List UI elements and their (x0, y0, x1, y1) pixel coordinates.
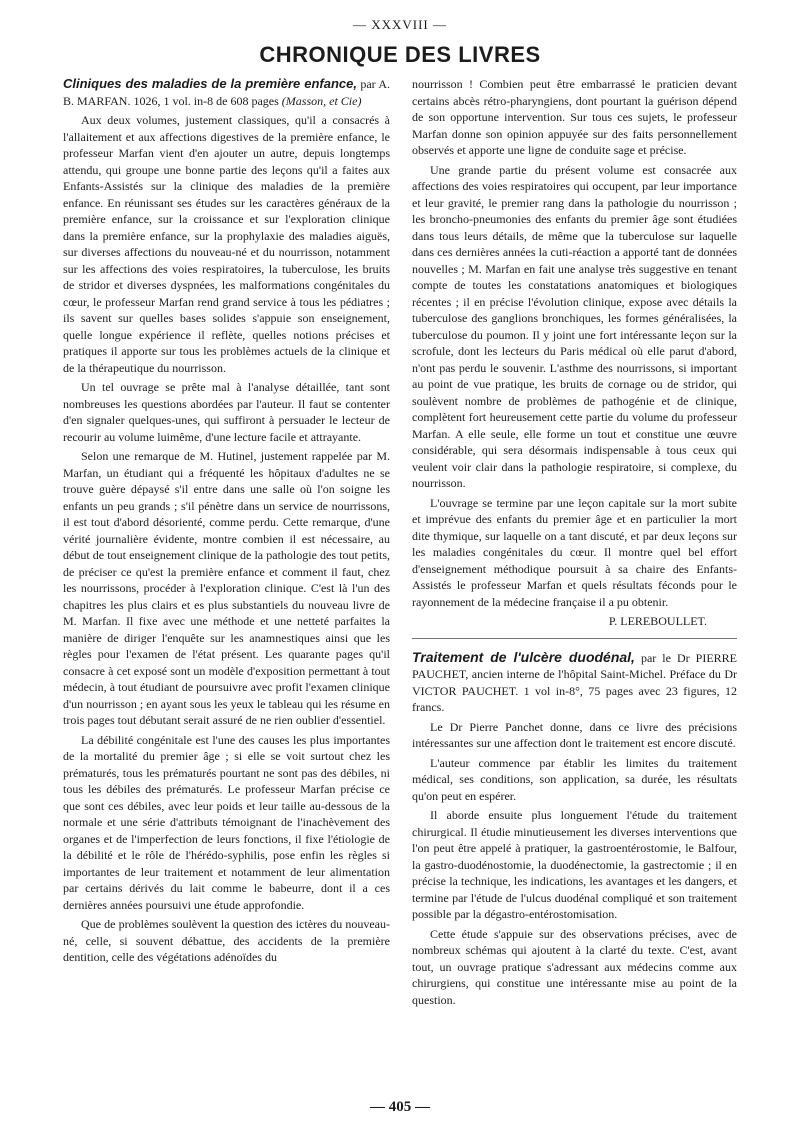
review2-heading (412, 649, 737, 716)
review2-paragraph: Le Dr Pierre Panchet donne, dans ce livre des précisions intéressantes sur une affection dont le traitement est encore discuté. (412, 719, 737, 750)
review1-paragraph: Un tel ouvrage se prête mal à l'analyse détaillée, tant sont nombreuses les questions abordées par l'auteur. Il faut se contenter d'en signaler quelques-unes, qui suffiront à persuader le lecteur de recourir au volume luimême, d'une lecture facile et attrayante. (63, 380, 390, 444)
review1-paragraph: nourrisson ! Combien peut être embarrassé le praticien devant certains abcès rétro-pharyngiens, dont pourtant la guérison dépend de son opportune intervention. Sur tous ces sujets, le professeur Marfan donne son opinion appuyée sur des faits personnellement observés et apporte une ligne de conduite sage et précise. (412, 77, 737, 157)
right-column (412, 76, 737, 1008)
page-number: — 405 — (370, 1099, 430, 1115)
review1-publisher: (Masson, et Cie) (281, 93, 362, 108)
section-title: CHRONIQUE DES LIVRES (259, 42, 541, 67)
left-column (63, 76, 390, 966)
review1-paragraph: Selon une remarque de M. Hutinel, justement rappelée par M. Marfan, un étudiant qui a fréquenté les hôpitaux d'adultes ne se trouve guère dépaysé s'il entre dans une salle où l'on soigne les enfants un peu grands ; s'il pénètre dans un service de nourrissons, il est tout d'abord désorienté, comme perdu. Cette remarque, d'une vérité journalière évidente, montre combien il est nécessaire, au début de tout enseignement clinique de la pathologie des tout petits, de préciser ce qu'est la première enfance et comment il faut, chez les nourrissons, procéder à l'exploration clinique. C'est là l'un des chapitres les plus clairs et es plus substantiels du nouveau livre de M. Marfan. Il fixe avec une méthode et une netteté parfaites la manière de diriger l'enquête sur les anamnestiques ainsi que les règles pour l'examen de l'état présent. Les quarante pages qu'il consacre à cet exposé sont un modèle d'exposition permettant à tout médecin, à tout étudiant de poursuivre avec profit l'examen clinique d'un nourrisson ; en ayant sous les yeux le tableau qui les résume en trois pages tout débutant serait assuré de ne rien oublier d'essentiel. (63, 449, 390, 727)
review2-paragraph: Cette étude s'appuie sur des observations précises, avec de nombreux schémas qui ajoutent à la clarté du texte. C'est, avant tout, un ouvrage pratique s'adressant aux médecins comme aux chirurgiens, qui constitue une intéressante mise au point de la question. (412, 926, 737, 1007)
review1-paragraph: L'ouvrage se termine par une leçon capitale sur la mort subite et imprévue des enfants du premier âge et en particulier la mort dite thymique, sur laquelle on a tant discuté, et par deux leçons sur les maladies congénitales du cœur. Il montre quel bel effort d'enseignement méthodique poursuit à sa chaire des Enfants-Assistés le professeur Marfan et quels résultats féconds pour le rayonnement de la médecine française il a pu obtenir. (412, 495, 737, 609)
review2-byline: par le Dr PIERRE PAUCHET, ancien interne de l'hôpital Saint-Michel. Préface du Dr VICTOR PAUCHET. 1 vol in-8°, 75 pages avec 23 figures, 12 francs. (412, 650, 737, 714)
review2-title: Traitement de l'ulcère duodénal, (412, 648, 635, 665)
review2-paragraph: L'auteur commence par établir les limites du traitement médical, ses conditions, son application, sa durée, les résultats qu'on peut en espérer. (412, 755, 737, 803)
review2-paragraph: Il aborde ensuite plus longuement l'étude du traitement chirurgical. Il étudie minutieusement les diverses interventions que l'on peut être appelé à pratiquer, la gastroentérostomie, le Balfour, la gastro-duodénostomie, la duodénectomie, la gastrectomie ; il en précise la technique, les indications, les avantages et les dangers, et termine par l'étude de l'ulcus duodénal compliqué et son traitement possible par la dégastro-entérostomisation. (412, 808, 737, 921)
review1-paragraph: Que de problèmes soulèvent la question des ictères du nouveau-né, celle, si souvent débattue, des accidents de la première dentition, celle des végétations adénoïdes du (63, 917, 390, 964)
review1-signature: P. LEREBOULLET. (608, 614, 707, 628)
review1-byline: par A. B. MARFAN. 1026, 1 vol. in-8 de 608 pages (63, 77, 391, 108)
review1-title: Cliniques des maladies de la première enfance, (63, 76, 357, 91)
review-divider (412, 638, 737, 639)
review1-paragraph: La débilité congénitale est l'une des causes les plus importantes de la mortalité du premier âge ; si elle se voit surtout chez les prématurés, tous les prématurés pourtant ne sont pas des débiles, ni tous les débiles des prématurés. Le professeur Marfan précise ce que sont ces débiles, avec leur poids et leur taille au-dessous de la normale et une série d'attributs témoignant de l'inachèvement des organes et de l'imperfection de leurs fonctions, il fixe l'étiologie de la débilité et le rôle de l'hérédo-syphilis, pose enfin les règles si importantes de leur traitement et notamment de leur alimentation par certains dérivés du lait comme le babeurre, dont il a ces dernières années poursuivi une étude approfondie. (63, 732, 390, 912)
review1-paragraph: Aux deux volumes, justement classiques, qu'il a consacrés à l'allaitement et aux affections digestives de la première enfance, le professeur Marfan vient d'en ajouter un autre, depuis longtemps attendu, qui groupe une bonne partie des leçons qu'il a faites aux Enfants-Assistés sur la clinique des maladies de la première enfance. En réunissant ses études sur les caractères généraux de la première enfance, sur la croissance et sur l'exploration clinique dans la première enfance, sur la prophylaxie des maladies aiguës, sur diverses affections du nouveau-né et du nourrisson, notamment sur les affections des voies respiratoires, la tuberculose, les bruits de stridor et diverses dyspnées, les malformations congénitales du cœur, le professeur Marfan rend grand service à tous les pédiatres ; ils savent sur quelles bases solides s'appuie son enseignement, quelle longue expérience il reflète, quelles notions précises et pratiques il apporte sur tous les problèmes actuels de la clinique et de la thérapeutique du nourrisson. (63, 113, 390, 375)
review1-heading (63, 76, 390, 109)
page-roman-numeral: — XXXVIII — (352, 17, 448, 32)
review1-paragraph: Une grande partie du présent volume est consacrée aux affections des voies respiratoires qui occupent, par leur importance et leur gravité, le premier rang dans la pathologie du nourrisson ; les broncho-pneumonies des enfants du premier âge sont étudiées dans tous leurs détails, de même que la tuberculose sur laquelle dans ces dernières années la cuti-réaction a apporté tant de données nouvelles ; M. Marfan en fait une analyse très suggestive en tenant compte de toutes les constatations anatomiques et biologiques récentes ; il en précise l'évolution clinique, expose avec détails la tuberculose des ganglions bronchiques, les formes généralisées, la tuberculose du poumon. Il y joint une fort intéressante leçon sur la scrofule, dont les lecteurs du Paris médical où elle parut d'abord, n'ont pas perdu le souvenir. L'asthme des nourrissons, si important au point de vue pratique, les bruits de cornage ou de stridor, qui soulèvent nombre de problèmes de pathogénie et de clinique, complètent fort heureusement cette partie du volume du professeur Marfan. A elle seule, elle forme un tout et constitue une œuvre considérable, qui sera désormais indispensable à tous ceux qui veulent voir clair dans la pathologie respiratoire, si complexe, du nourrisson. (412, 162, 737, 490)
